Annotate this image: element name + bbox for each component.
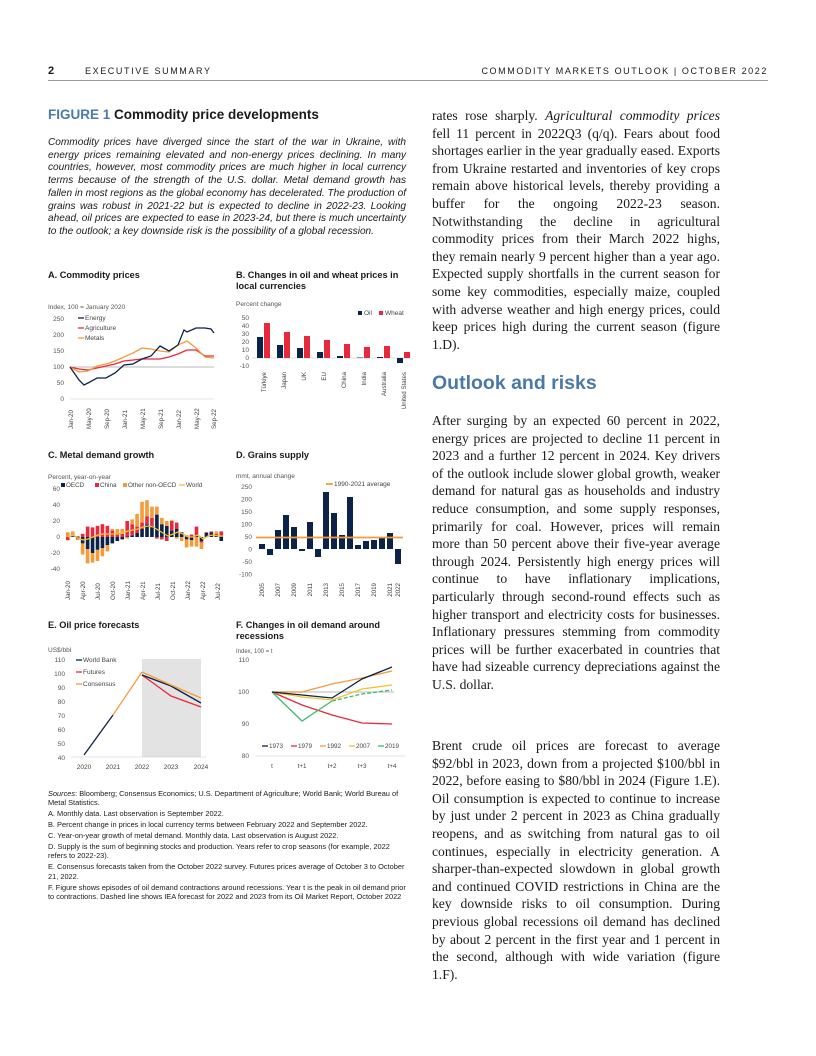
svg-text:0: 0 [60,396,64,403]
svg-text:2021: 2021 [387,583,394,597]
body-paragraph-2: After surging by an expected 60 percent in 2022, energy prices are projected to decline 11 percent in 2023 and a further 12 percent in 2024. Key drivers of the outlook include slower global growth, weaker demand for natural gas as households and industry reduce consumption, and some supply responses, primarily for coal. However, prices will remain more than 50 percent above their five-year average through 2024. Persistently high energy prices will continue to have inflationary implications, particularly through second-round effects such as higher transport and electricity costs for businesses. Inflationary pressures stemming from commodity prices will be further exacerbated in countries that have had sizeable currency depreciations against the U.S. dollar. [432,413,720,692]
svg-text:t+4: t+4 [387,763,397,770]
svg-text:200: 200 [53,332,64,339]
panel-f [236,620,421,797]
svg-text:May-21: May-21 [140,408,147,429]
svg-text:Percent change: Percent change [236,301,282,308]
svg-text:Apr-20: Apr-20 [80,581,87,600]
svg-text:Türkiye: Türkiye [261,372,268,393]
note-d: D. Supply is the sum of beginning stocks and production. Years refer to crop seasons (for example, 2022 refers to 2022-23). [48,842,390,861]
svg-text:150: 150 [53,348,64,355]
panel-f-chart [236,647,416,797]
svg-text:May-22: May-22 [194,408,201,429]
svg-text:Jul-21: Jul-21 [155,583,162,600]
note-a: A. Monthly data. Last observation is September 2022. [48,809,224,819]
svg-text:2022: 2022 [395,583,402,597]
sources-note: Sources: Bloomberg; Consensus Economics; U.S. Department of Agriculture; World Bank; World Bureau of Metal Statistics. [48,789,399,808]
panel-b [236,270,421,448]
svg-text:OECD: OECD [66,482,85,489]
svg-text:150: 150 [241,509,252,516]
svg-text:EU: EU [321,372,328,381]
running-head: COMMODITY MARKETS OUTLOOK | OCTOBER 2022 [481,66,768,76]
svg-text:110: 110 [54,657,65,664]
svg-text:100: 100 [54,671,65,678]
body-paragraph-1: rates rose sharply. Agricultural commodity prices fell 11 percent in 2022Q3 (q/q). Fears about food shortages earlier in the year gradually eased. Exports from Ukraine restarted and inventories of key crops remain above historical levels, thereby providing a buffer for the ongoing 2022-23 season. Notwithstanding the decline in agricultural commodity prices from their March 2022 highs, they remain nearly 9 percent higher than a year ago. Expected supply shortfalls in the current season for some key commodities, especially maize, coupled with adverse weather and high energy prices, could keep prices high during the current season (figure 1.D). [432,108,720,352]
svg-text:0: 0 [245,355,249,362]
svg-text:Jan-21: Jan-21 [125,581,132,600]
note-f: F. Figure shows episodes of oil demand contractions around recessions. Year t is the peak in oil demand prior to contractions. Dashed line shows IEA forecast for 2022 and 2023 from its Oil Market Report, October 2022 [48,882,406,902]
svg-text:Futures: Futures [83,669,106,676]
svg-text:Jan-20: Jan-20 [68,410,75,429]
svg-text:2022: 2022 [134,764,150,771]
svg-text:-50: -50 [242,559,252,566]
svg-text:Other non-OECD: Other non-OECD [128,482,177,489]
figure-notes [48,789,410,903]
svg-text:Sep-20: Sep-20 [104,409,111,429]
svg-text:50: 50 [241,315,249,322]
svg-text:Agriculture: Agriculture [85,325,117,332]
svg-text:1979: 1979 [298,743,313,750]
svg-text:World: World [186,482,203,489]
svg-text:Energy: Energy [85,315,106,322]
svg-text:mmt, annual change: mmt, annual change [236,473,295,480]
panel-a-title: A. Commodity prices [48,270,140,280]
note-e: E. Consensus forecasts taken from the October 2022 survey. Futures prices average of October 3 to October 21, 2022. [48,862,405,881]
svg-text:110: 110 [238,657,249,664]
svg-text:-10: -10 [239,363,249,370]
svg-text:Japan: Japan [281,372,288,389]
svg-text:Consensus: Consensus [83,681,116,688]
svg-text:2007: 2007 [275,583,282,597]
svg-text:China: China [341,372,348,389]
svg-text:Australia: Australia [381,372,388,397]
body-paragraph-3: Brent crude oil prices are forecast to average $92/bbl in 2023, down from a projected $100/bbl in 2022, before easing to $80/bbl in 2024 (Figure 1.E). Oil consumption is expected to continue to increase by just under 2 percent in 2023 as China gradually reopens, and as switching from natural gas to oil continues, especially in electricity generation. A sharper-than-expected slowdown in global growth and continued COVID restrictions in China are the key downside risks to oil consumption. During previous global recessions oil demand has declined by about 2 percent in the first year and 1 percent in the second, although with wide variation (figure 1.F). [432,738,720,982]
svg-text:80: 80 [241,753,249,760]
svg-text:India: India [361,372,368,386]
svg-text:Oct-21: Oct-21 [170,581,177,600]
svg-text:Oil: Oil [364,310,372,317]
svg-text:Jan-21: Jan-21 [122,410,129,429]
svg-text:80: 80 [57,699,65,706]
svg-text:2017: 2017 [355,583,362,597]
svg-text:200: 200 [241,496,252,504]
svg-text:May-20: May-20 [86,408,93,429]
panel-e-chart [48,647,233,797]
panel-c [48,450,233,618]
svg-text:2020: 2020 [76,764,92,771]
panel-a [48,270,233,454]
svg-text:2015: 2015 [339,583,346,597]
panel-d-title: D. Grains supply [236,450,310,460]
svg-text:Jan-22: Jan-22 [185,581,192,600]
svg-text:Jul-22: Jul-22 [215,583,222,600]
page-header [48,64,768,81]
svg-text:90: 90 [241,721,249,728]
svg-text:100: 100 [241,521,252,529]
svg-text:-40: -40 [50,566,60,573]
svg-text:Sep-21: Sep-21 [158,409,165,429]
section-label: EXECUTIVE SUMMARY [85,66,212,76]
svg-text:60: 60 [57,727,65,734]
note-b: B. Percent change in prices in local currency terms between February 2022 and September 2022. [48,820,368,830]
panel-a-ylabel: Index, 100 = January 2020 [48,304,126,311]
svg-text:1992: 1992 [327,743,342,750]
svg-text:20: 20 [241,339,249,346]
svg-text:90: 90 [57,685,65,692]
svg-text:China: China [100,482,117,489]
section-heading-outlook: Outlook and risks [432,372,597,394]
svg-text:2011: 2011 [307,583,314,597]
svg-text:2023: 2023 [163,764,179,771]
panel-e [48,620,233,797]
svg-text:100: 100 [238,689,249,696]
panel-c-title: C. Metal demand growth [48,450,155,460]
svg-text:United States: United States [401,372,408,410]
svg-text:Apr-22: Apr-22 [200,581,207,600]
panel-c-chart [48,473,233,618]
panel-e-title: E. Oil price forecasts [48,620,140,630]
svg-text:t+1: t+1 [297,763,307,770]
svg-text:Sep-22: Sep-22 [211,409,218,429]
svg-text:50: 50 [244,534,252,541]
svg-text:2009: 2009 [291,583,298,597]
svg-text:0: 0 [56,534,60,541]
svg-text:1990-2021 average: 1990-2021 average [334,481,391,488]
svg-text:US$/bbl: US$/bbl [48,647,72,654]
svg-text:2019: 2019 [371,583,378,597]
svg-text:50: 50 [56,380,64,387]
svg-text:30: 30 [241,331,249,338]
svg-text:40: 40 [241,323,249,330]
svg-text:Apr-21: Apr-21 [140,581,147,600]
svg-text:Wheat: Wheat [385,310,404,317]
svg-text:Jan-22: Jan-22 [176,410,183,429]
panel-f-title: F. Changes in oil demand around recessions [236,620,380,641]
svg-text:-100: -100 [238,571,252,579]
svg-text:40: 40 [57,755,65,762]
svg-text:60: 60 [52,486,60,493]
svg-text:World Bank: World Bank [83,657,117,664]
panel-d [236,450,421,617]
svg-text:20: 20 [52,518,60,525]
svg-text:70: 70 [57,713,65,720]
svg-text:100: 100 [53,364,64,371]
svg-text:Jul-20: Jul-20 [95,583,102,600]
figure-number: FIGURE 1 [48,107,111,122]
panel-b-title: B. Changes in oil and wheat prices in local currencies [236,270,399,291]
svg-text:2007: 2007 [356,743,371,750]
figure-description: Commodity prices have diverged since the start of the war in Ukraine, with energy prices remaining elevated and non-energy prices declining. In many countries, however, most commodity prices are much higher in local currency terms because of the strength of the U.S. dollar. Metal demand growth has fallen in most regions as the global economy has decelerated. The production of grains was robust in 2021-22 but is expected to decline in 2022-23. Looking ahead, oil prices are expected to ease in 2023-24, but there is much uncertainty to the outlook; a key downside risk is the possibility of a global recession. [48,137,406,237]
svg-text:Index, 100 = t: Index, 100 = t [236,649,273,655]
page-number: 2 [48,65,55,77]
note-c: C. Year-on-year growth of metal demand. Monthly data. Last observation is August 2022. [48,831,339,841]
svg-text:250: 250 [53,316,64,323]
panel-b-chart [236,298,416,448]
panel-c-bars [66,500,223,563]
svg-text:Percent, year-on-year: Percent, year-on-year [48,474,111,481]
svg-text:t: t [271,763,273,770]
figure-title [48,107,319,122]
svg-text:t+3: t+3 [357,763,367,770]
svg-text:1973: 1973 [269,743,284,750]
svg-text:Metals: Metals [85,335,105,342]
svg-text:10: 10 [241,347,249,354]
svg-text:UK: UK [301,372,308,381]
panel-a-chart [48,299,233,454]
svg-text:-20: -20 [50,550,60,557]
svg-text:t+2: t+2 [327,763,337,770]
svg-text:2021: 2021 [105,764,121,771]
svg-text:50: 50 [57,741,65,748]
svg-text:2013: 2013 [323,583,330,597]
figure-title-text: Commodity price developments [114,107,319,122]
svg-text:Oct-20: Oct-20 [110,581,117,600]
panel-d-chart [236,472,416,617]
svg-text:40: 40 [52,502,60,509]
svg-text:2024: 2024 [193,764,209,771]
svg-text:Jan-20: Jan-20 [65,581,72,600]
svg-text:0: 0 [248,546,252,554]
svg-text:2005: 2005 [259,583,266,597]
svg-text:2019: 2019 [385,743,400,750]
svg-text:250: 250 [241,484,252,491]
